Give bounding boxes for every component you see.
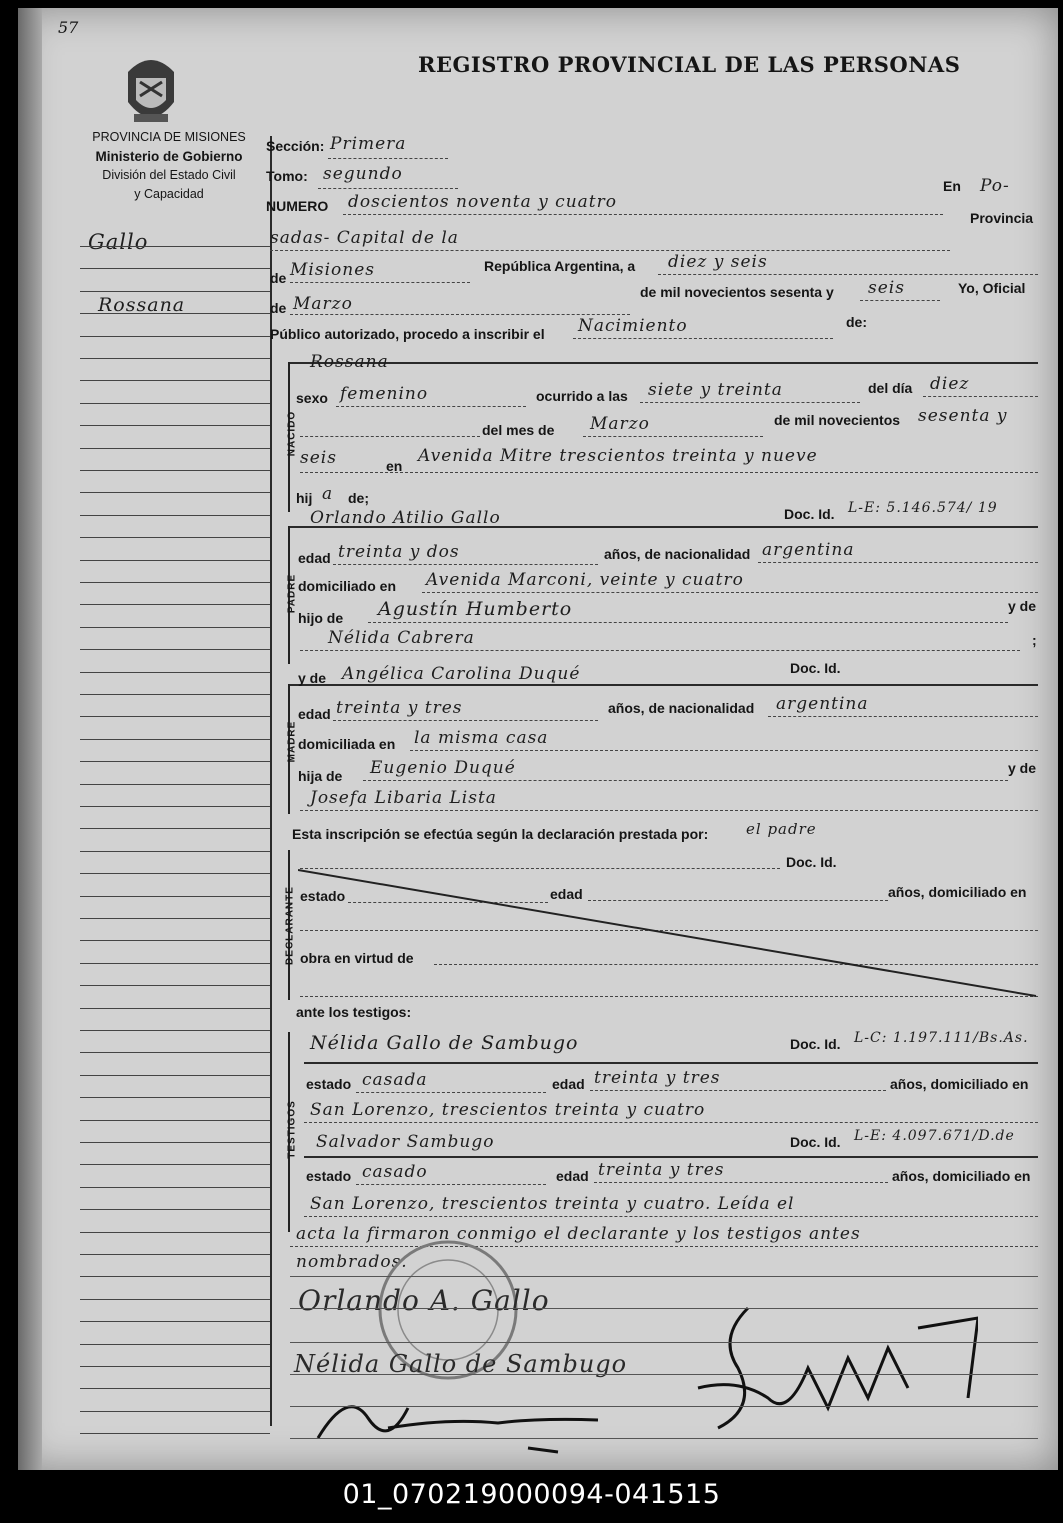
margin-ruled-line bbox=[80, 1187, 270, 1188]
signature-oficial bbox=[678, 1298, 978, 1448]
padre-nombre: Orlando Atilio Gallo bbox=[310, 508, 501, 528]
page-binding bbox=[18, 8, 42, 1470]
testigo1-estado-label: estado bbox=[306, 1076, 352, 1092]
padre-nac-label: años, de nacionalidad bbox=[604, 546, 751, 562]
nacido-en-label: en bbox=[386, 458, 403, 474]
madre-dom-value: la misma casa bbox=[414, 728, 549, 748]
margin-ruled-line bbox=[80, 336, 270, 337]
margin-given-name: Rossana bbox=[98, 294, 186, 316]
margin-ruled-line bbox=[80, 1008, 270, 1009]
cierre-linea-1: acta la firmaron conmigo el declarante y los testigos antes bbox=[296, 1224, 861, 1244]
margin-ruled-line bbox=[80, 918, 270, 919]
padre-edad-value: treinta y dos bbox=[338, 542, 460, 562]
margin-ruled-line bbox=[80, 1052, 270, 1053]
testigo2-edad-label: edad bbox=[556, 1168, 589, 1184]
nacido-nombre: Rossana bbox=[310, 352, 389, 372]
padre-semicolon: ; bbox=[1032, 632, 1037, 648]
margin-ruled-line bbox=[80, 1388, 270, 1389]
hora-value: siete y treinta bbox=[648, 380, 783, 400]
signature-ruled-line bbox=[290, 1438, 1038, 1439]
margin-ruled-line bbox=[80, 403, 270, 404]
madre-nac-label: años, de nacionalidad bbox=[608, 700, 755, 716]
margin-ruled-line bbox=[80, 873, 270, 874]
hijo-label: hij bbox=[296, 490, 313, 506]
mil-label: de mil novecientos sesenta y bbox=[640, 284, 834, 300]
mes-value: Marzo bbox=[293, 294, 353, 314]
testigo2-estado-value: casado bbox=[362, 1162, 428, 1182]
margin-ruled-line bbox=[80, 246, 270, 247]
dia-value: diez y seis bbox=[668, 252, 768, 272]
margin-ruled-line bbox=[80, 784, 270, 785]
margin-ruled-line bbox=[80, 291, 270, 292]
madre-y-label: y de bbox=[298, 670, 327, 686]
margin-ruled-line bbox=[80, 940, 270, 941]
madre-edad-value: treinta y tres bbox=[336, 698, 463, 718]
anio-value: seis bbox=[868, 278, 905, 298]
numero-value: doscientos noventa y cuatro bbox=[348, 192, 617, 212]
margin-ruled-line bbox=[80, 1321, 270, 1322]
testigo2-dom-label: años, domiciliado en bbox=[892, 1168, 1031, 1184]
hijo-value: a bbox=[322, 484, 334, 504]
margin-ruled-line bbox=[80, 716, 270, 717]
margin-ruled-line bbox=[80, 582, 270, 583]
tomo-label: Tomo: bbox=[266, 168, 308, 184]
margin-ruled-line bbox=[80, 313, 270, 314]
registry-title: REGISTRO PROVINCIAL DE LAS PERSONAS bbox=[418, 52, 961, 77]
margin-ruled-line bbox=[80, 1366, 270, 1367]
margin-ruled-line bbox=[80, 1209, 270, 1210]
padre-hijo-label: hijo de bbox=[298, 610, 344, 626]
testigos-ante-label: ante los testigos: bbox=[296, 1004, 412, 1020]
testigo1-edad-label: edad bbox=[552, 1076, 585, 1092]
madre-madre-de: Josefa Libaria Lista bbox=[310, 788, 497, 808]
declaracion-label: Esta inscripción se efectúa según la declaración prestada por: bbox=[292, 826, 709, 842]
hora-label: ocurrido a las bbox=[536, 388, 628, 404]
margin-ruled-line bbox=[80, 694, 270, 695]
declarante-strike-line bbox=[298, 868, 1038, 998]
margin-ruled-line bbox=[80, 896, 270, 897]
margin-ruled-line bbox=[80, 537, 270, 538]
declarante-obra-label: obra en virtud de bbox=[300, 950, 414, 966]
testigo2-doc-value: L-E: 4.097.671/D.de bbox=[854, 1128, 1015, 1144]
margin-ruled-line bbox=[80, 851, 270, 852]
document-id-footer: 01_070219000094-041515 bbox=[0, 1470, 1063, 1523]
declarante-section-label: DECLARANTE bbox=[284, 886, 296, 965]
margin-ruled-line bbox=[80, 649, 270, 650]
testigo2-estado-label: estado bbox=[306, 1168, 352, 1184]
nacido-section-label: NACIDO bbox=[286, 410, 298, 457]
padre-section-label: PADRE bbox=[286, 573, 298, 614]
nacido-anio2-value: seis bbox=[300, 448, 337, 468]
testigo1-dom-label: años, domiciliado en bbox=[890, 1076, 1029, 1092]
provincia-value: Misiones bbox=[290, 260, 375, 280]
margin-ruled-line bbox=[80, 1276, 270, 1277]
margin-ruled-line bbox=[80, 739, 270, 740]
sexo-value: femenino bbox=[340, 384, 429, 404]
testigo1-dom-value: San Lorenzo, trescientos treinta y cuatro bbox=[310, 1100, 706, 1120]
testigo1-estado-value: casada bbox=[362, 1070, 428, 1090]
testigo2-dom-value: San Lorenzo, trescientos treinta y cuatro. Leída el bbox=[310, 1194, 795, 1214]
office-province: PROVINCIA DE MISIONES bbox=[92, 130, 246, 144]
margin-ruled-line bbox=[80, 1232, 270, 1233]
office-capacity: y Capacidad bbox=[134, 187, 204, 201]
margin-ruled-line bbox=[80, 425, 270, 426]
en-value: Po- bbox=[980, 176, 1010, 196]
margin-ruled-line bbox=[80, 806, 270, 807]
signature-ruled-line bbox=[290, 1406, 1038, 1407]
margin-ruled-line bbox=[80, 448, 270, 449]
lugar-value: sadas- Capital de la bbox=[270, 228, 459, 248]
testigo1-doc-value: L-C: 1.197.111/Bs.As. bbox=[854, 1030, 1029, 1046]
margin-ruled-line bbox=[80, 627, 270, 628]
declarante-edad-label: edad bbox=[550, 886, 583, 902]
testigo2-edad-value: treinta y tres bbox=[598, 1160, 725, 1180]
nacido-lugar-value: Avenida Mitre trescientos treinta y nueve bbox=[418, 446, 818, 466]
testigo2-doc-label: Doc. Id. bbox=[790, 1134, 841, 1150]
de-semicolon-label: de; bbox=[348, 490, 369, 506]
margin-ruled-line bbox=[80, 672, 270, 673]
padre-padre-de: Agustín Humberto bbox=[378, 598, 573, 620]
madre-doc-label: Doc. Id. bbox=[790, 660, 841, 676]
signature-ruled-line bbox=[290, 1342, 1038, 1343]
margin-ruled-line bbox=[80, 492, 270, 493]
republica-label: República Argentina, a bbox=[484, 258, 636, 274]
nacido-mil-label: de mil novecientos bbox=[774, 412, 901, 428]
padre-nac-value: argentina bbox=[762, 540, 855, 560]
margin-ruled-line bbox=[80, 1433, 270, 1434]
madre-dom-label: domiciliada en bbox=[298, 736, 396, 752]
signature-ruled-line bbox=[290, 1276, 1038, 1277]
testigo2-nombre: Salvador Sambugo bbox=[316, 1132, 495, 1152]
madre-section-label: MADRE bbox=[286, 720, 298, 763]
padre-edad-label: edad bbox=[298, 550, 331, 566]
declaracion-value: el padre bbox=[746, 820, 817, 838]
margin-ruled-line bbox=[80, 1254, 270, 1255]
signature-padre: Orlando A. Gallo bbox=[298, 1284, 550, 1317]
testigo1-edad-value: treinta y tres bbox=[594, 1068, 721, 1088]
declarante-estado-label: estado bbox=[300, 888, 346, 904]
provincial-coat-of-arms-icon bbox=[120, 52, 182, 130]
margin-ruled-line bbox=[80, 1411, 270, 1412]
office-division: División del Estado Civil bbox=[102, 168, 236, 182]
yo-label: Yo, Oficial bbox=[958, 280, 1026, 296]
tomo-value: segundo bbox=[323, 164, 403, 184]
office-ministry: Ministerio de Gobierno bbox=[95, 149, 243, 164]
margin-ruled-line bbox=[80, 1030, 270, 1031]
de-label: de bbox=[270, 270, 287, 286]
nacido-dia-label: del día bbox=[868, 380, 913, 396]
provincia-label: Provincia bbox=[970, 210, 1034, 226]
madre-hija-label: hija de bbox=[298, 768, 343, 784]
margin-surname: Gallo bbox=[88, 230, 149, 254]
padre-madre-de: Nélida Cabrera bbox=[328, 628, 475, 648]
numero-label: NUMERO bbox=[266, 198, 329, 214]
corner-mark: 57 bbox=[58, 18, 79, 37]
publico-label: Público autorizado, procedo a inscribir el bbox=[270, 326, 545, 342]
sexo-label: sexo bbox=[296, 390, 328, 406]
testigos-section-label: TESTIGOS bbox=[286, 1100, 298, 1159]
margin-ruled-line bbox=[80, 1344, 270, 1345]
margin-ruled-line bbox=[80, 604, 270, 605]
margin-ruled-line bbox=[80, 268, 270, 269]
margin-ruled-line bbox=[80, 470, 270, 471]
padre-y-label: y de bbox=[1008, 598, 1037, 614]
margin-ruled-line bbox=[80, 380, 270, 381]
margin-ruled-line bbox=[80, 963, 270, 964]
nacido-mes-label: del mes de bbox=[482, 422, 555, 438]
margin-ruled-line bbox=[80, 1075, 270, 1076]
margin-ruled-line bbox=[80, 828, 270, 829]
madre-nombre: Angélica Carolina Duqué bbox=[342, 664, 581, 684]
madre-y-label2: y de bbox=[1008, 760, 1037, 776]
margin-ruled-line bbox=[80, 1164, 270, 1165]
signature-testigo: Nélida Gallo de Sambugo bbox=[294, 1350, 628, 1378]
margin-ruled-line bbox=[80, 1120, 270, 1121]
office-header bbox=[54, 128, 284, 204]
testigo1-nombre: Nélida Gallo de Sambugo bbox=[310, 1032, 579, 1054]
signature-ruled-line bbox=[290, 1374, 1038, 1375]
declarante-doc-label: Doc. Id. bbox=[786, 854, 837, 870]
madre-padre-de: Eugenio Duqué bbox=[370, 758, 516, 778]
registry-page bbox=[18, 8, 1058, 1470]
nacido-anio-value: sesenta y bbox=[918, 406, 1008, 426]
declarante-dom-label: años, domiciliado en bbox=[888, 884, 1027, 900]
margin-ruled-line bbox=[80, 1142, 270, 1143]
margin-ruled-line bbox=[80, 985, 270, 986]
margin-ruled-line bbox=[80, 1097, 270, 1098]
margin-ruled-line bbox=[80, 1299, 270, 1300]
cierre-linea-2: nombrados. bbox=[296, 1252, 408, 1272]
margin-ruled-line bbox=[80, 761, 270, 762]
padre-dom-label: domiciliado en bbox=[298, 578, 397, 594]
madre-nac-value: argentina bbox=[776, 694, 869, 714]
de3-label: de: bbox=[846, 314, 867, 330]
margin-ruled-line bbox=[80, 515, 270, 516]
seccion-label: Sección: bbox=[266, 138, 325, 154]
padre-dom-value: Avenida Marconi, veinte y cuatro bbox=[426, 570, 744, 590]
signature-testigo-2 bbox=[298, 1378, 618, 1458]
testigo1-doc-label: Doc. Id. bbox=[790, 1036, 841, 1052]
signature-ruled-line bbox=[290, 1308, 1038, 1309]
padre-doc-value: L-E: 5.146.574/ 19 bbox=[848, 500, 998, 516]
padre-doc-label: Doc. Id. bbox=[784, 506, 835, 522]
margin-ruled-line bbox=[80, 358, 270, 359]
margin-ruled-line bbox=[80, 560, 270, 561]
en-label: En bbox=[943, 178, 961, 194]
nacido-dia-value: diez bbox=[930, 374, 970, 394]
acto-value: Nacimiento bbox=[578, 316, 688, 336]
nacido-mes-value: Marzo bbox=[590, 414, 650, 434]
madre-edad-label: edad bbox=[298, 706, 331, 722]
seccion-value: Primera bbox=[330, 134, 407, 154]
de2-label: de bbox=[270, 300, 287, 316]
